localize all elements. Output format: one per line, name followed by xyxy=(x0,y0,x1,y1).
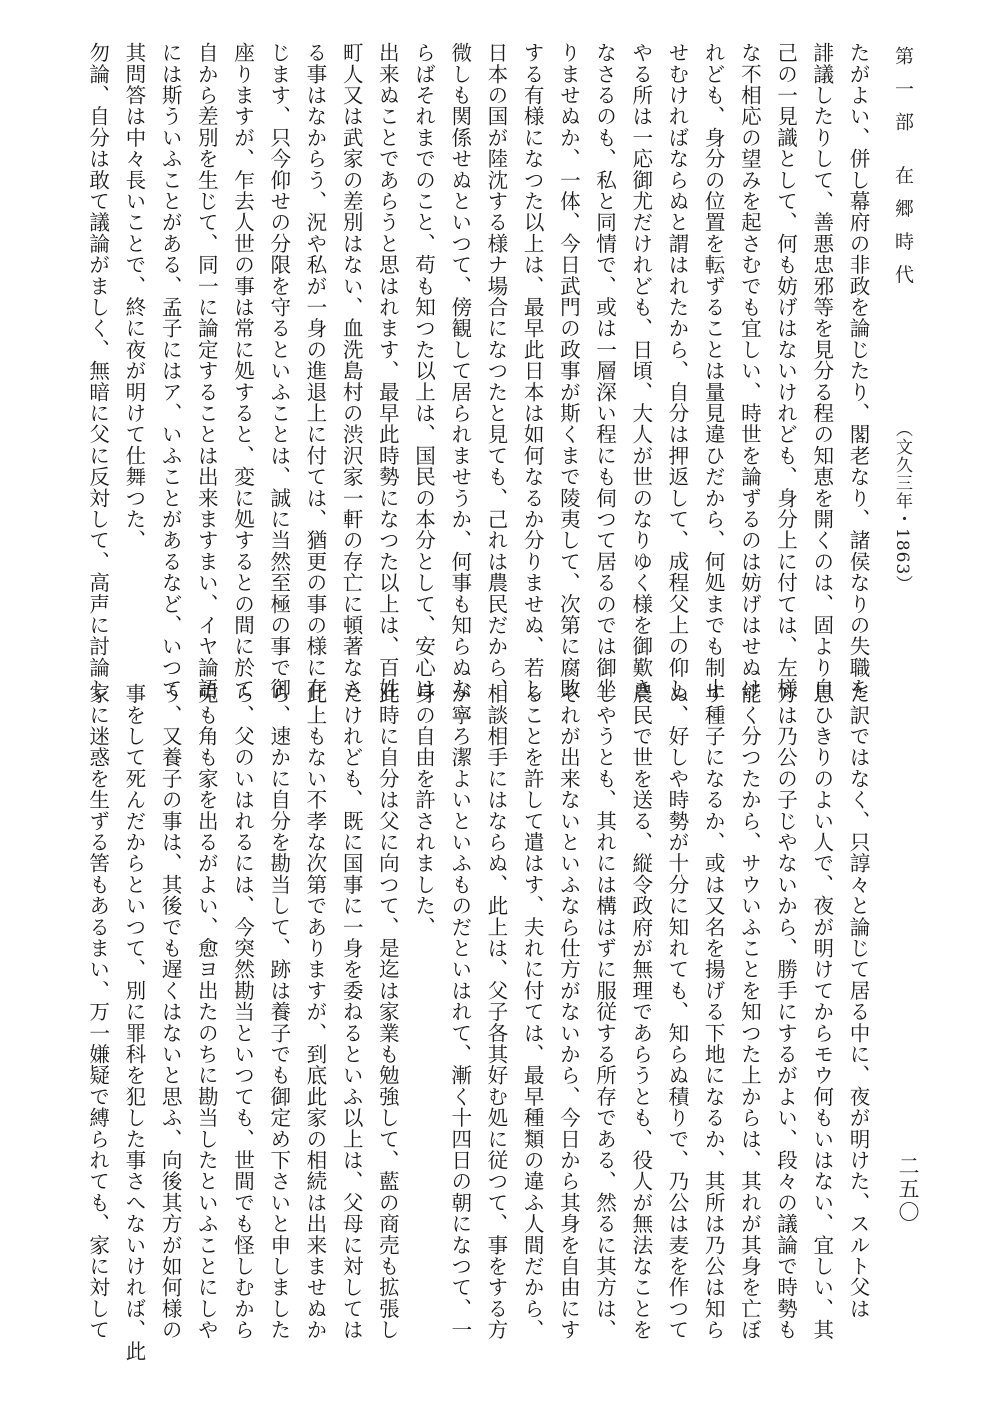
text-column: 日本の国が陸沈する様ナ場合になつたと見ても、己れは農民だから、 xyxy=(483,42,508,700)
text-column: ら、父のいはれるには、今突然勘当といつても、世間でも怪しむから xyxy=(230,683,255,1341)
text-column: らばそれまでのこと、苟も知つた以上は、国民の本分として、安心は xyxy=(411,42,436,700)
text-column: 出来ぬことであらうと思はれます、最早此時勢になつた以上は、百姓 xyxy=(375,42,400,700)
text-column: 農民で世を送る、縦令政府が無理であらうとも、役人が無法なことを xyxy=(628,683,653,1341)
text-column: う、又養子の事は、其後でも遅くはないと思ふ、向後其方が如何様の xyxy=(158,683,183,1341)
running-header-title: 第一部 在郷時代 xyxy=(892,46,914,298)
text-column: 此時に自分は父に向つて、是迄は家業も勉強して、藍の商売も拡張し xyxy=(375,683,400,1341)
text-column: たけれども、既に国事に一身を委ねるといふ以上は、父母に対しては xyxy=(339,683,364,1341)
text-column: やる所は一応御尤だけれども、日頃、大人が世のなりゆく様を御歎き xyxy=(628,42,653,700)
text-column: には斯ういふことがある、孟子にはア、いふことがあるなど、いつて xyxy=(158,42,183,700)
text-block-lower xyxy=(66,683,876,1362)
text-column: 兎も角も家を出るがよい、愈ヨ出たのちに勘当したといふことにしや xyxy=(194,683,219,1341)
page-number: 二五〇 xyxy=(896,1155,920,1224)
text-column: る事はなからう、況や私が一身の進退上に付ては、猶更の事の様に存 xyxy=(302,42,327,700)
text-column: 思ひきりのよい人で、夜が明けてからモウ何もいはない、宜しい、其 xyxy=(809,683,834,1341)
text-column: 身の自由を許されました、 xyxy=(411,683,436,938)
text-column: 己の一見識として、何も妨げはないけれども、身分上に付ては、左様 xyxy=(773,42,798,700)
text-column: たがよい、併し幕府の非政を論じたり、閣老なり、諸侯なりの失職を xyxy=(846,42,870,700)
text-column: た訳ではなく、只諄々と論じて居る中に、夜が明けた、スルト父は xyxy=(846,683,870,1319)
text-column: せむければならぬと謂はれたから、自分は押返して、成程父上の仰し xyxy=(664,42,689,700)
text-column: 此上もない不孝な次第でありますが、到底此家の相続は出来ませぬか xyxy=(302,683,327,1341)
text-column: れども、身分の位置を転ずることは量見違ひだから、何処までも制止 xyxy=(701,42,726,700)
text-column: 勿論、自分は敢て議論がましく、無暗に父に反対して、高声に討論し xyxy=(85,42,110,700)
text-column: りませぬか、一体、今日武門の政事が斯くまで陵夷して、次第に腐敗 xyxy=(556,42,581,700)
text-column: が寧ろ潔よいといふものだといはれて、漸く十四日の朝になつて、一 xyxy=(447,683,472,1341)
text-column: 自から差別を生じて、同一に論定することは出来ますまい、イヤ論語 xyxy=(194,42,219,700)
text-column: 家に迷惑を生ずる筈もあるまい、万一嫌疑で縛られても、家に対して xyxy=(85,683,110,1341)
text-column: 方は乃公の子じやないから、勝手にするがよい、段々の議論で時勢も xyxy=(773,683,798,1341)
text-column: する有様になつた以上は、最早此日本は如何なるか分りませぬ、若し xyxy=(520,42,545,700)
text-column: 其問答は中々長いことで、終に夜が明けて仕舞つた、 xyxy=(121,42,146,551)
text-column: 誹議したりして、善悪忠邪等を見分る程の知恵を開くのは、固より自 xyxy=(809,42,834,700)
text-column: 事をして死んだからといつて、別に罪科を犯した事さへないければ、此 xyxy=(121,683,146,1362)
text-column: ぬ、好しや時勢が十分に知れても、知らぬ積りで、乃公は麦を作つて xyxy=(664,683,689,1341)
text-column: す種子になるか、或は又名を揚げる下地になるか、其所は乃公は知ら xyxy=(701,683,726,1341)
text-column: なさるのも、私と同情で、或は一層深い程にも伺つて居るのでは御坐 xyxy=(592,42,617,700)
text-block-upper xyxy=(66,42,876,700)
text-column: ら、速かに自分を勘当して、跡は養子でも御定め下さいと申しました xyxy=(266,683,291,1341)
text-column: それが出来ないといふなら仕方がないから、今日から其身を自由にす xyxy=(556,683,581,1341)
text-column: ることを許して遣はす、夫れに付ては、最早種類の違ふ人間だから、 xyxy=(520,683,545,1341)
text-column: じます、只今仰せの分限を守るといふことは、誠に当然至極の事で御 xyxy=(266,42,291,700)
text-column: 相談相手にはならぬ、此上は、父子各其好む処に従つて、事をする方 xyxy=(483,683,508,1341)
text-column: 座りますが、乍去人世の事は常に処すると、変に処するとの間に於て xyxy=(230,42,255,700)
text-column: 微しも関係せぬといつて、傍観して居られませうか、何事も知らぬな xyxy=(447,42,472,700)
text-column: 能く分つたから、サウいふことを知つた上からは、其れが其身を亡ぼ xyxy=(737,683,762,1341)
text-column: しやうとも、其れには構はずに服従する所存である、然るに其方は、 xyxy=(592,683,617,1341)
text-column: 町人又は武家の差別はない、血洗島村の渋沢家一軒の存亡に頓著なさ xyxy=(339,42,364,700)
text-column: な不相応の望みを起さむでも宜しい、時世を論ずるのは妨げはせぬけ xyxy=(737,42,762,700)
running-header-era: （文久三年・1863） xyxy=(892,420,912,594)
